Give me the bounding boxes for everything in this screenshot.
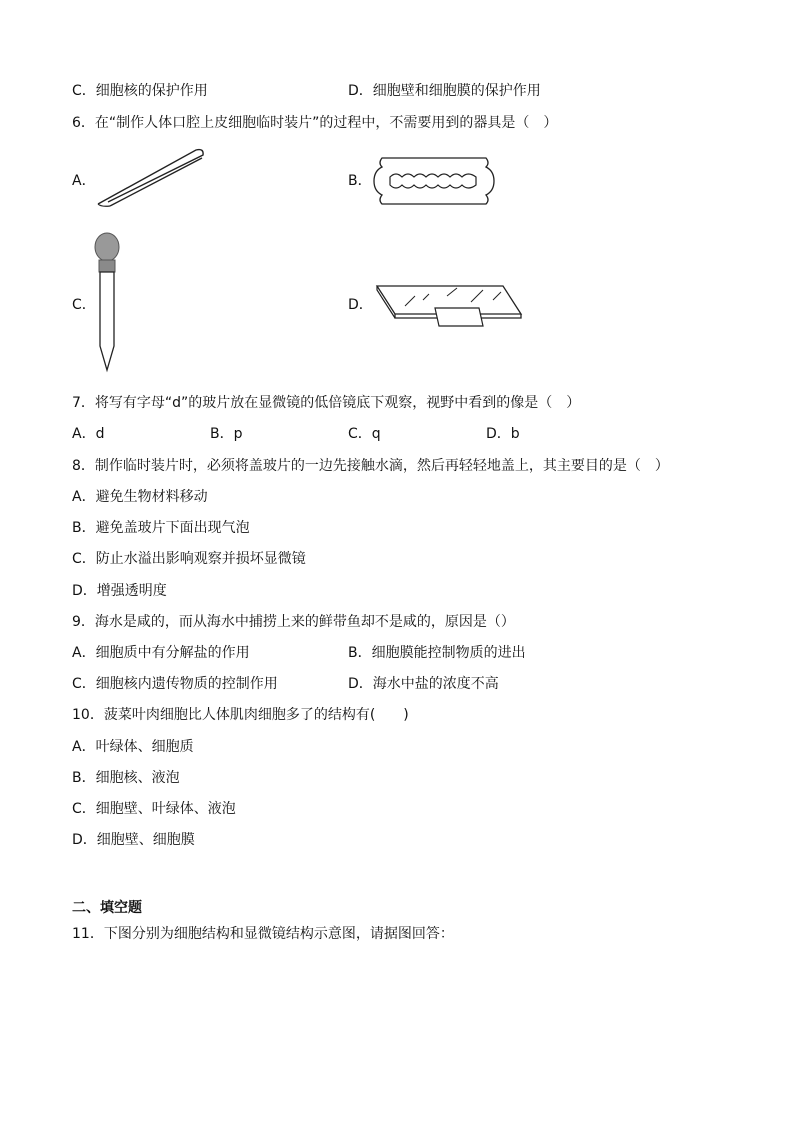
q6-option-a-label: A． [72,173,96,189]
razor-blade-icon [372,155,496,207]
q9-option-a: A．细胞质中有分解盐的作用 [72,645,250,661]
q5-option-c: C．细胞核的保护作用 [72,83,208,99]
section-title-fill-in: 二、填空题 [72,900,142,916]
q8-option-b: B．避免盖玻片下面出现气泡 [72,520,250,536]
q9-option-d: D．海水中盐的浓度不高 [348,676,499,692]
q10-option-a: A．叶绿体、细胞质 [72,739,194,755]
q7-stem: 7．将写有字母“d”的玻片放在显微镜的低倍镜底下观察，视野中看到的像是（ ） [72,395,581,411]
q10-option-c: C．细胞壁、叶绿体、液泡 [72,801,236,817]
q6-option-c-label: C． [72,297,96,313]
q7-option-c: C．q [348,426,381,442]
q9-option-c: C．细胞核内遗传物质的控制作用 [72,676,278,692]
q7-option-b: B．p [210,426,243,442]
glass-slide-icon [375,282,523,330]
q9-option-b: B．细胞膜能控制物质的进出 [348,645,526,661]
q8-option-a: A．避免生物材料移动 [72,489,208,505]
tweezers-icon [96,146,208,210]
q11-stem: 11．下图分别为细胞结构和显微镜结构示意图，请据图回答： [72,926,454,942]
q10-option-b: B．细胞核、液泡 [72,770,180,786]
q10-option-d: D．细胞壁、细胞膜 [72,832,195,848]
q6-option-d-label: D． [348,297,373,313]
q8-option-c: C．防止水溢出影响观察并损坏显微镜 [72,551,306,567]
q8-option-d: D．增强透明度 [72,583,167,599]
q10-stem: 10．菠菜叶肉细胞比人体肌肉细胞多了的结构有( ) [72,707,409,723]
dropper-icon [90,230,126,374]
q8-stem: 8．制作临时装片时，必须将盖玻片的一边先接触水滴，然后再轻轻地盖上，其主要目的是（ ） [72,458,669,474]
q9-stem: 9．海水是咸的，而从海水中捕捞上来的鲜带鱼却不是咸的，原因是（） [72,614,515,630]
q7-option-a: A．d [72,426,105,442]
q6-stem: 6．在“制作人体口腔上皮细胞临时装片”的过程中，不需要用到的器具是（ ） [72,115,558,131]
q6-option-b-label: B． [348,173,372,189]
q5-option-d: D．细胞壁和细胞膜的保护作用 [348,83,541,99]
q7-option-d: D．b [486,426,520,442]
